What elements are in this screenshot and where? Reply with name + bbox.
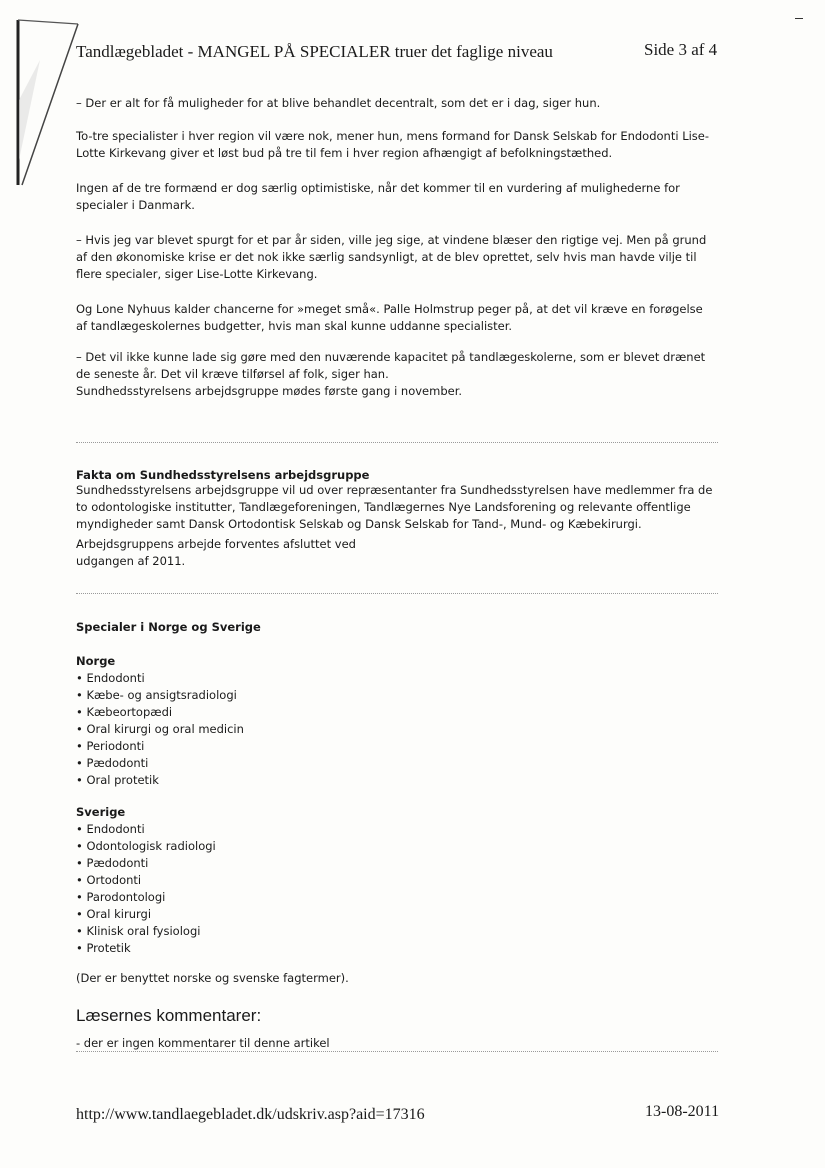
sweden-title: Sverige: [76, 805, 126, 819]
section-divider: [76, 442, 718, 443]
article-paragraph: – Hvis jeg var blevet spurgt for et par år siden, ville jeg sige, at vindene blæser den rigtige vej. Men på grund af den økonomiske krise er det nok ikke særlig sandsynligt, at de blev oprettet, selv hvis man havde vilje til flere specialer, siger Lise-Lotte Kirkevang.: [76, 233, 707, 281]
list-item: • Pædodonti: [76, 755, 244, 772]
list-item: • Parodontologi: [76, 889, 216, 906]
comments-empty-text: - der er ingen kommentarer til denne artikel: [76, 1036, 330, 1050]
facts-heading: Fakta om Sundhedsstyrelsens arbejdsgruppe: [76, 468, 370, 482]
list-item: • Endodonti: [76, 821, 216, 838]
comments-heading: Læsernes kommentarer:: [76, 1006, 262, 1025]
specialties-heading: Specialer i Norge og Sverige: [76, 620, 261, 634]
page-header-title: Tandlægebladet - MANGEL PÅ SPECIALER truer det faglige niveau: [76, 42, 553, 61]
norway-title: Norge: [76, 654, 116, 668]
list-item: • Kæbeortopædi: [76, 704, 244, 721]
list-item: • Pædodonti: [76, 855, 216, 872]
article-paragraph: – Der er alt for få muligheder for at blive behandlet decentralt, som det er i dag, siger hun.: [76, 96, 601, 110]
section-divider: [76, 1051, 718, 1052]
facts-line: Arbejdsgruppens arbejde forventes afsluttet ved: [76, 537, 356, 551]
list-item: • Oral kirurgi: [76, 906, 216, 923]
list-item: • Periodonti: [76, 738, 244, 755]
list-item: • Oral kirurgi og oral medicin: [76, 721, 244, 738]
list-item: • Kæbe- og ansigtsradiologi: [76, 687, 244, 704]
page-number: Side 3 af 4: [644, 40, 718, 59]
list-item: • Klinisk oral fysiologi: [76, 923, 216, 940]
section-divider: [76, 593, 718, 594]
facts-body: Sundhedsstyrelsens arbejdsgruppe vil ud over repræsentanter fra Sundhedsstyrelsen have medlemmer fra de to odontologiske institutter, Tandlægeforeningen, Tandlægernes Nye Landsforening og relevante offentlige myndigheder samt Dansk Ortodontisk Selskab og Dansk Selskab for Tand-, Mund- og Kæbekirurgi.: [76, 483, 713, 531]
list-item: • Endodonti: [76, 670, 244, 687]
article-paragraph: Sundhedsstyrelsens arbejdsgruppe mødes første gang i november.: [76, 384, 463, 398]
scan-edge-mark: [795, 18, 803, 19]
norway-list: [76, 670, 244, 789]
article-paragraph: – Det vil ikke kunne lade sig gøre med den nuværende kapacitet på tandlægeskolerne, som er blevet drænet de seneste år. Det vil kræve tilførsel af folk, siger han.: [76, 350, 706, 381]
article-paragraph: Ingen af de tre formænd er dog særlig optimistiske, når det kommer til en vurdering af mulighederne for specialer i Danmark.: [76, 181, 680, 212]
footer-date: 13-08-2011: [645, 1103, 720, 1120]
list-item: • Ortodonti: [76, 872, 216, 889]
terminology-note: (Der er benyttet norske og svenske fagtermer).: [76, 971, 349, 985]
facts-line: udgangen af 2011.: [76, 554, 186, 568]
footer-url[interactable]: http://www.tandlaegebladet.dk/udskriv.asp?aid=17316: [76, 1106, 425, 1123]
list-item: • Oral protetik: [76, 772, 244, 789]
list-item: • Protetik: [76, 940, 216, 957]
article-paragraph: Og Lone Nyhuus kalder chancerne for »meget små«. Palle Holmstrup peger på, at det vil kræve en forøgelse af tandlægeskolernes budgetter, hvis man skal kunne uddanne specialister.: [76, 302, 703, 333]
list-item: • Odontologisk radiologi: [76, 838, 216, 855]
sweden-list: [76, 821, 216, 957]
article-paragraph: To-tre specialister i hver region vil være nok, mener hun, mens formand for Dansk Selskab for Endodonti Lise-Lotte Kirkevang giver et løst bud på tre til fem i hver region afhængigt af befolkningstæthed.: [76, 129, 710, 160]
